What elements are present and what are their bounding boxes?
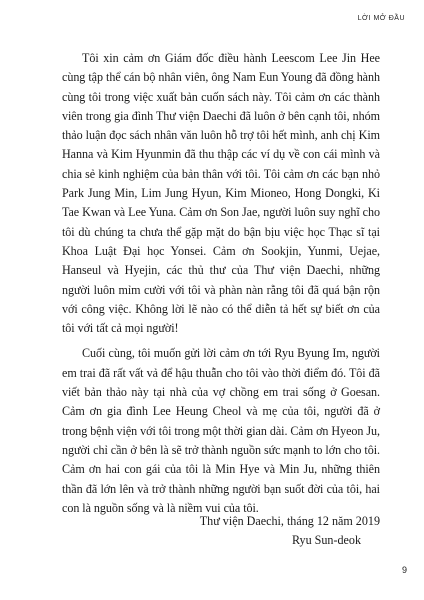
signature-author: Ryu Sun-deok [291, 533, 361, 548]
signature-place-date: Thư viện Daechi, tháng 12 năm 2019 [199, 514, 380, 528]
paragraph-acknowledgements: Tôi xin cảm ơn Giám đốc điều hành Leescom Lee Jin Hee cùng tập thể cán bộ nhân viên, ông Nam Eun Young đã đồng hành cùng tôi trong việc xuất bản cuốn sách này. Tôi cảm ơn các thành viên trong gia đình Thư viện Daechi đã luôn ở bên cạnh tôi, nhóm thảo luận đọc sách nhân văn luôn hỗ trợ tôi hết mình, anh chị Kim Hanna và Kim Hyunmin đã thu thập các ví dụ về con cái mình và chia sẻ kinh nghiệm của bản thân với tôi. Tôi cảm ơn các bạn nhỏ Park Jung Min, Lim Jung Hyun, Kim Mioneo, Hong Dongki, Ki Tae Kwan và Lee Yuna. Cảm ơn Son Jae, người luôn suy nghĩ cho tôi dù chúng ta chưa thể gặp mặt do bận bịu việc học Thạc sĩ tại Khoa Luật Đại học Yonsei. Cảm ơn Sookjin, Yunmi, Uejae, Hanseul và Hyejin, các thủ thư của Thư viện Daechi, những người luôn mỉm cười với tôi và phàn nàn rằng tôi đã quá bận rộn với công việc. Không lời lẽ nào có thể diễn tả hết sự biết ơn của tôi với tất cả mọi người! [62, 51, 380, 336]
page-number: 9 [401, 565, 407, 575]
signature-block [200, 512, 380, 551]
body-text [62, 49, 380, 518]
paragraph-family-thanks: Cuối cùng, tôi muốn gửi lời cảm ơn tới Ryu Byung Im, người em trai đã rất vất vả để hậu thuẫn cho tôi vào thời điểm đó. Tôi đã viết bản thảo này tại nhà của vợ chồng em trai sống ở Goesan. Cảm ơn gia đình Lee Heung Cheol và mẹ của tôi, người đã ở trong bệnh viện với tôi trong một thời gian dài. Cảm ơn Hyeon Ju, người chỉ cần ở bên là sẽ trở thành nguồn sức mạnh to lớn cho tôi. Cảm ơn hai con gái của tôi là Min Hye và Min Ju, những thiên thần đã lớn lên và trở thành những người bạn suốt đời của tôi, hai con là nguồn sống và là niềm vui của tôi. [62, 346, 380, 515]
running-header: LỜI MỞ ĐẦU [357, 15, 405, 22]
